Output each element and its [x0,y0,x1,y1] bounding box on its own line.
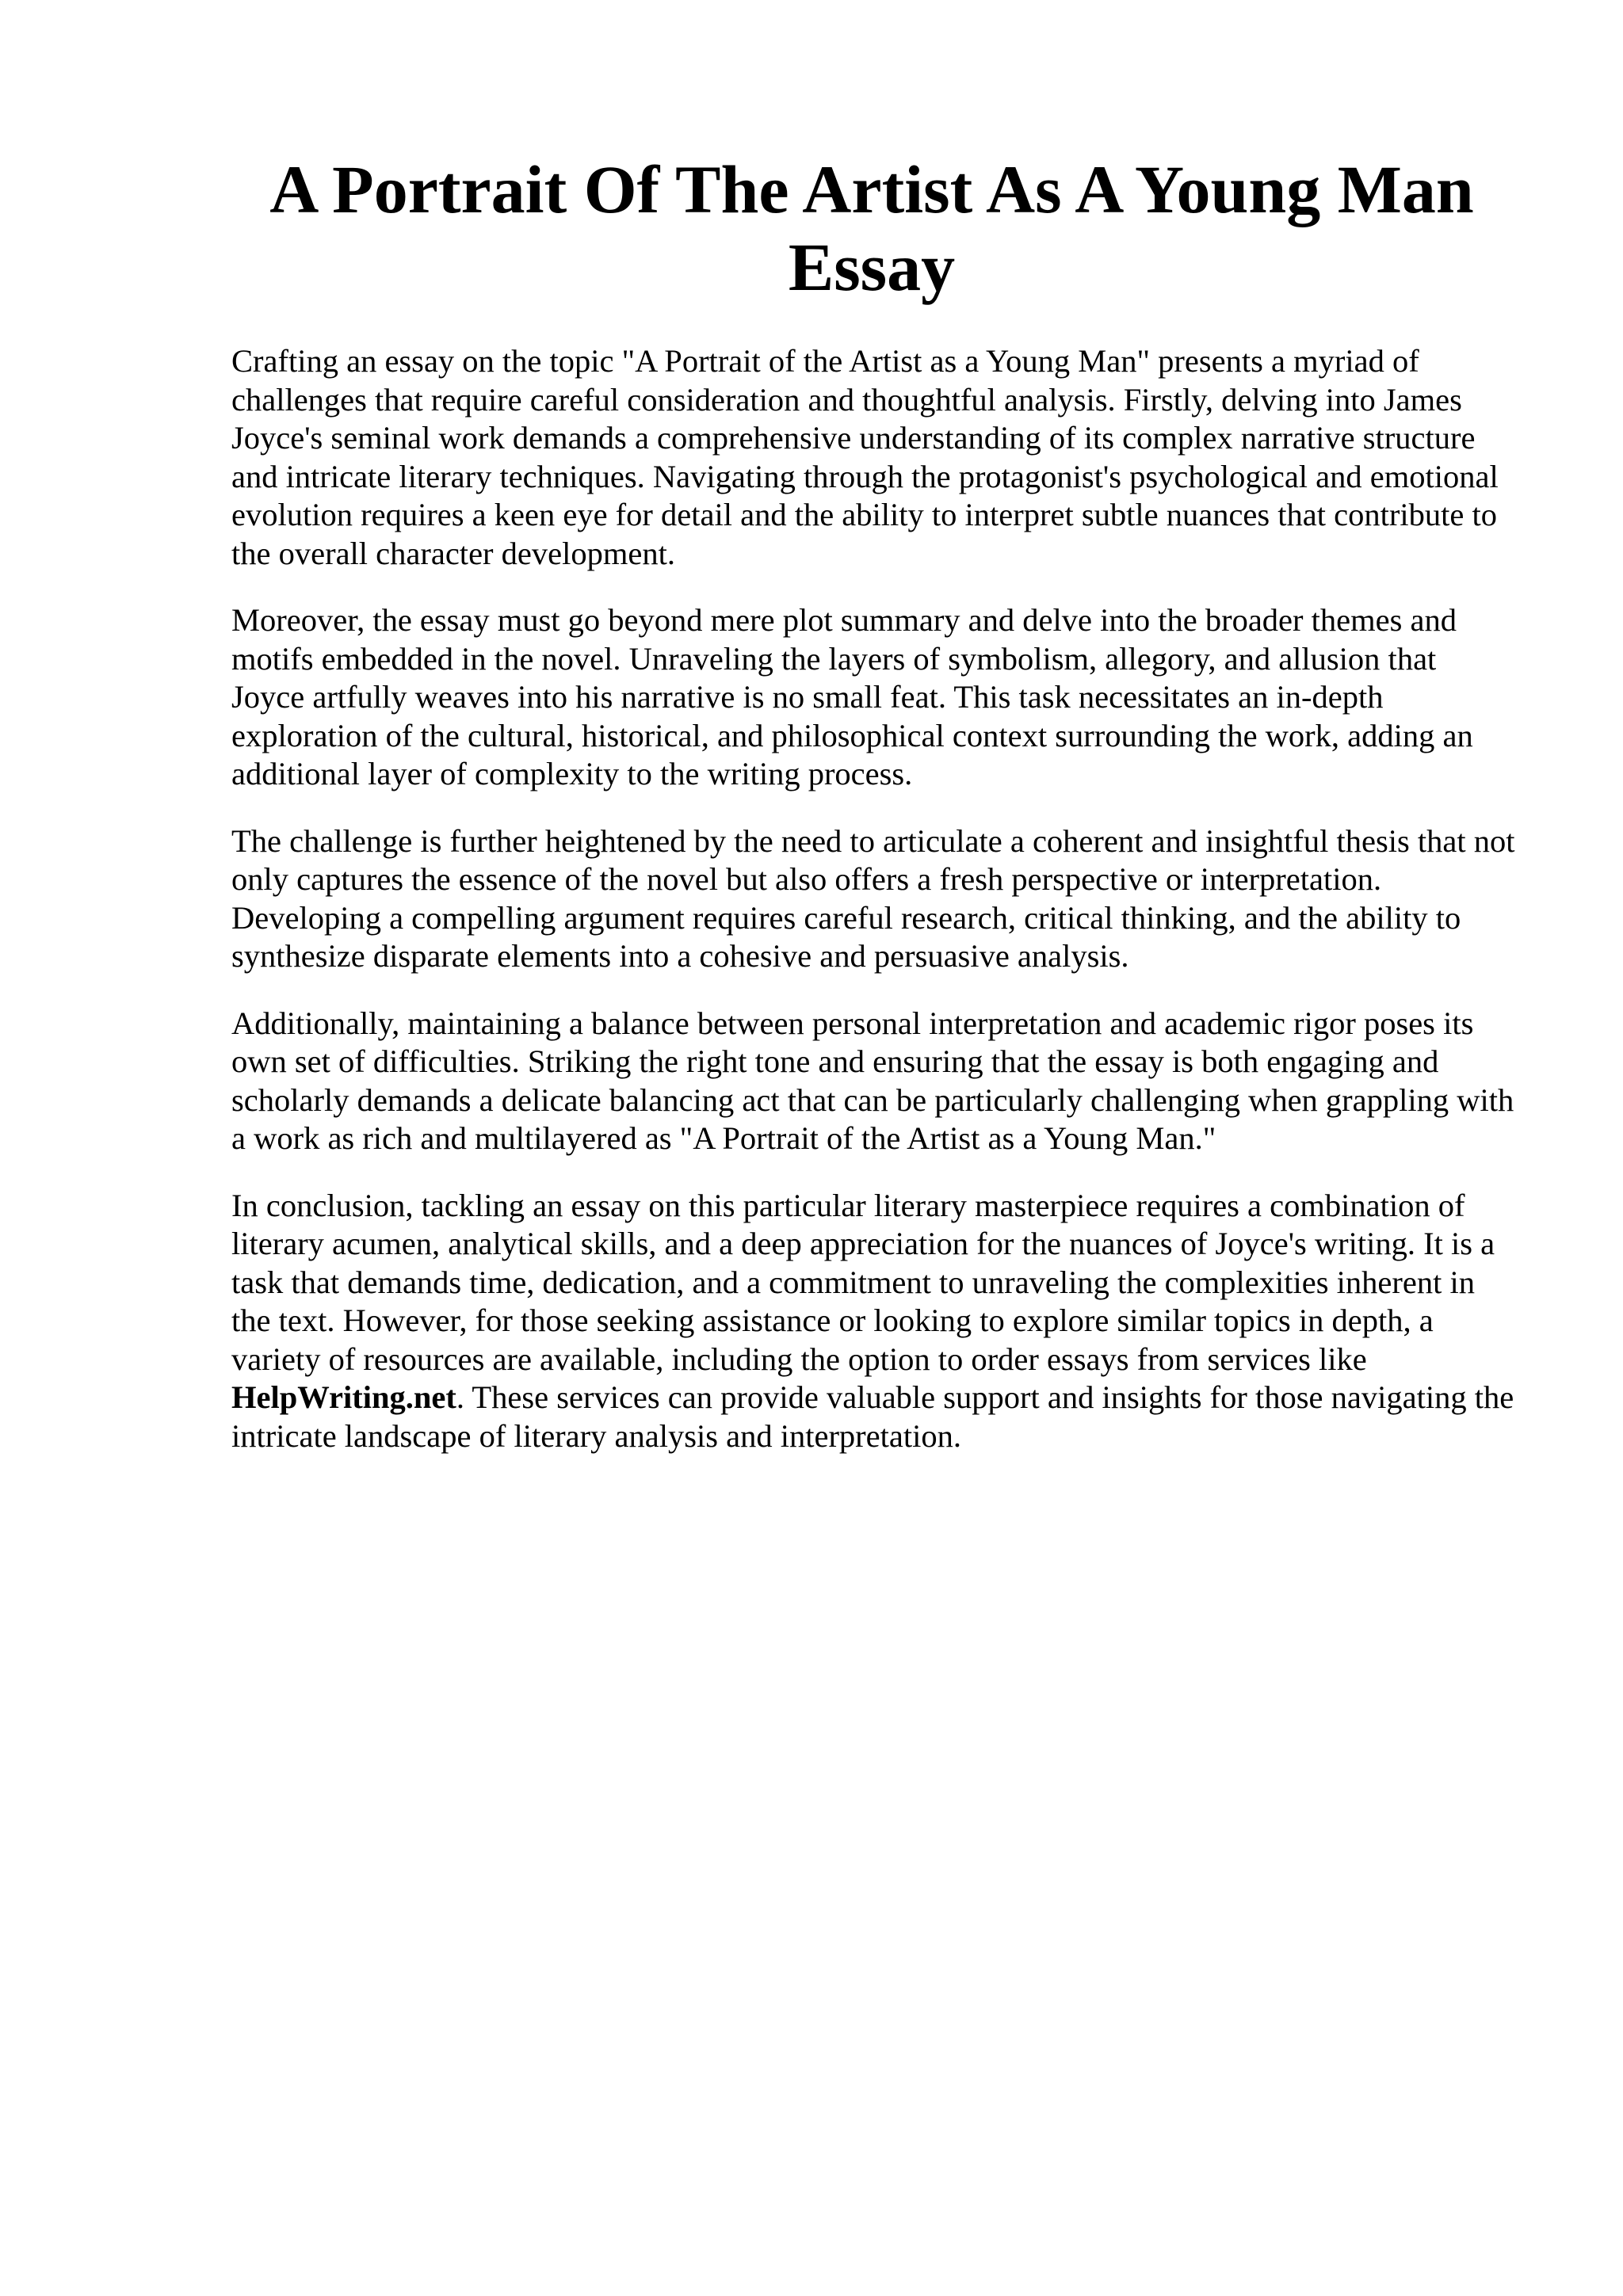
brand-name-link[interactable]: HelpWriting.net [231,1379,456,1415]
paragraph-4: Additionally, maintaining a balance between personal interpretation and academic rigor poses its own set of difficulties. Striking the right tone and ensuring that the essay is both engaging and scholarly demands a delicate balancing act that can be particularly challenging when grappling with a work as rich and multilayered as "A Portrait of the Artist as a Young Man." [231,1005,1514,1156]
paragraph-3: The challenge is further heightened by the need to articulate a coherent and insightful thesis that not only captures the essence of the novel but also offers a fresh perspective or interpretation. Developing a compelling argument requires careful research, critical thinking, and the ability to synthesize disparate elements into a cohesive and persuasive analysis. [231,822,1515,974]
document-title: A Portrait Of The Artist As A Young Man Essay [269,151,1474,305]
closing-text-after: . These services can provide valuable support and insights for those navigating the intricate landscape of literary analysis and interpretation. [231,1379,1514,1454]
paragraph-2: Moreover, the essay must go beyond mere plot summary and delve into the broader themes and motifs embedded in the novel. Unraveling the layers of symbolism, allegory, and allusion that Joyce artfully weaves into his narrative is no small feat. This task necessitates an in-depth exploration of the cultural, historical, and philosophical context surrounding the work, adding an additional layer of complexity to the writing process. [231,602,1473,791]
paragraph-5 [231,1187,1515,1456]
paragraph-1: Crafting an essay on the topic "A Portrait of the Artist as a Young Man" presents a myriad of challenges that require careful consideration and thoughtful analysis. Firstly, delving into James Joyce's seminal work demands a comprehensive understanding of its complex narrative structure and intricate literary techniques. Navigating through the protagonist's psychological and emotional evolution requires a keen eye for detail and the ability to interpret subtle nuances that contribute to the overall character development. [231,343,1499,571]
document-body [231,342,1515,1484]
closing-text-before: In conclusion, tackling an essay on this particular literary masterpiece requires a combination of literary acumen, analytical skills, and a deep appreciation for the nuances of Joyce's writing. It is a task that demands time, dedication, and a commitment to unraveling the complexities inherent in the text. However, for those seeking assistance or looking to explore similar topics in depth, a variety of resources are available, including the option to order essays from services like [231,1187,1495,1377]
